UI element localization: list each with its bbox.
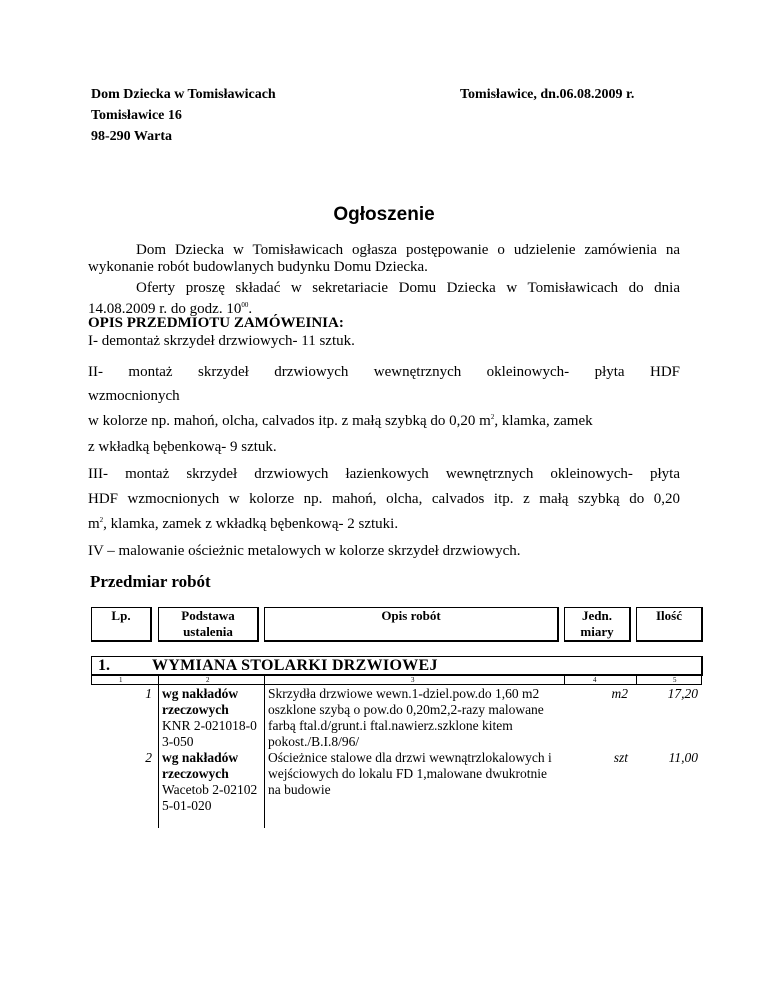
th-lp-label: Lp. (111, 608, 131, 623)
intro-p2-sup: 00 (241, 301, 249, 309)
opis-item-ii-line4: z wkładką bębenkową- 9 sztuk. (88, 439, 277, 455)
opis-heading: OPIS PRZEDMIOTU ZAMÓWEINIA: (88, 315, 344, 331)
opis-item-ii-line1: II- montaż skrzydeł drzwiowych wewnętrznych okleinowych- płyta HDF (88, 364, 680, 380)
th-ilosc (636, 607, 703, 642)
ii-line3-end: , klamka, zamek (494, 413, 593, 429)
grid-line (91, 675, 92, 685)
grid-line (636, 675, 637, 685)
row-1-qty: 17,20 (667, 686, 698, 701)
intro-p2-end: . (248, 301, 253, 317)
row-1-basis-bold: wg nakładów rzeczowych (162, 686, 239, 717)
opis-item-iii-line2: HDF wzmocnionych w kolorze np. mahoń, olcha, calvados itp. z małą szybką do 0,20 (88, 491, 680, 507)
przedmiar-heading: Przedmiar robót (90, 572, 211, 591)
grid-line (264, 675, 265, 828)
ii-line3-sup: 2 (490, 413, 495, 421)
th-opis (264, 607, 559, 642)
row-2-unit: szt (613, 750, 628, 765)
grid-line (701, 675, 702, 685)
opis-item-iv: IV – malowanie ościeżnic metalowych w kolorze skrzydeł drzwiowych. (88, 543, 521, 559)
th-ilosc-label: Ilość (656, 608, 682, 623)
grid-line (91, 675, 702, 676)
iii-line3-sup: 2 (99, 516, 104, 524)
iii-line3-end: , klamka, zamek z wkładką bębenkową- 2 sztuki. (103, 516, 399, 532)
row-1-basis-code: KNR 2-021018-03-050 (162, 718, 257, 749)
org-postal: 98-290 Warta (91, 129, 173, 144)
org-name: Dom Dziecka w Tomisławicach (91, 87, 276, 102)
row-1-lp: 1 (145, 686, 152, 701)
date-line: Tomisławice, dn.06.08.2009 r. (460, 87, 635, 102)
opis-item-ii-line2: wzmocnionych (88, 388, 180, 404)
ii-line3-text: w kolorze np. mahoń, olcha, calvados itp. z małą szybką do 0,20 m (88, 413, 491, 429)
iii-line3-text: m (88, 516, 100, 532)
grid-line (158, 675, 159, 828)
grid-line (564, 675, 565, 685)
th-jedn-label: Jedn. miary (580, 608, 614, 639)
th-podstawa (158, 607, 259, 642)
th-podstawa-label: Podstawa ustalenia (181, 608, 235, 639)
section-title: WYMIANA STOLARKI DRZWIOWEJ (152, 657, 438, 674)
section-number: 1. (98, 657, 110, 674)
row-2-desc: Ościeżnice stalowe dla drzwi wewnątrzlokalowych i wejściowych do lokalu FD 1,malowane dwukrotnie na budowie (268, 750, 552, 797)
row-1-unit: m2 (611, 686, 628, 701)
opis-item-iii-line3 (88, 516, 398, 533)
opis-item-ii-line3 (88, 413, 593, 430)
th-jedn (564, 607, 631, 642)
row-2-basis (162, 750, 262, 814)
row-2-lp: 2 (145, 750, 152, 765)
row-2-basis-bold: wg nakładów rzeczowych (162, 750, 239, 781)
section-row (91, 656, 703, 676)
opis-item-iii-line1: III- montaż skrzydeł drzwiowych łazienkowych wewnętrznych okleinowych- płyta (88, 466, 680, 482)
grid-line (91, 684, 702, 685)
intro-p2-text: Oferty proszę składać w sekretariacie Domu Dziecka w Tomisławicach do dnia 14.08.2009 r. do godz. 10 (88, 280, 680, 317)
org-street: Tomisławice 16 (91, 108, 182, 123)
col-num-2: 2 (206, 676, 210, 684)
intro-paragraph-1: Dom Dziecka w Tomisławicach ogłasza postępowanie o udzielenie zamówienia na wykonanie robót budowlanych budynku Domu Dziecka. (88, 242, 680, 275)
row-1-basis (162, 686, 262, 750)
row-2-basis-code: Wacetob 2-021025-01-020 (162, 782, 258, 813)
col-num-3: 3 (411, 676, 415, 684)
col-num-4: 4 (593, 676, 597, 684)
row-2-qty: 11,00 (668, 750, 698, 765)
intro-paragraph-2 (88, 280, 680, 318)
col-num-1: 1 (119, 676, 123, 684)
row-1-desc: Skrzydła drzwiowe wewn.1-dziel.pow.do 1,60 m2 oszklone szybą o pow.do 0,20m2,2-razy malowane farbą ftal.d/grunt.i ftal.nawierz.szklone kitem pokost./B.I.8/96/ (268, 686, 544, 749)
th-lp (91, 607, 152, 642)
page-title: Ogłoszenie (333, 204, 435, 225)
opis-item-i: I- demontaż skrzydeł drzwiowych- 11 sztuk. (88, 333, 355, 349)
col-num-5: 5 (673, 676, 677, 684)
th-opis-label: Opis robót (381, 608, 441, 623)
